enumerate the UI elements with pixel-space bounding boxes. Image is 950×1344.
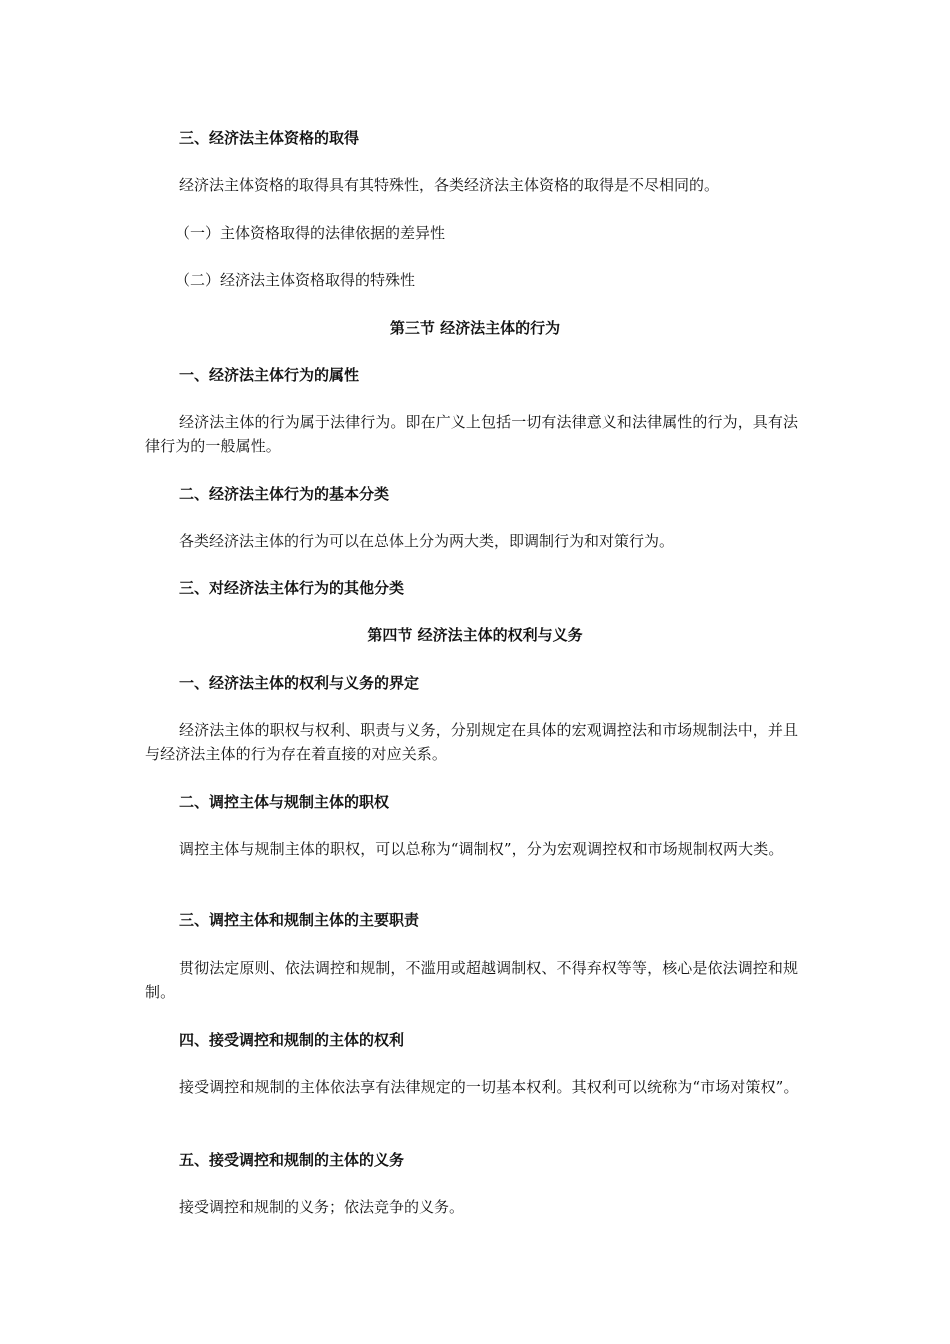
heading-main-duties: 三、调控主体和规制主体的主要职责 [179,911,420,929]
paragraph-regulator-powers: 调控主体与规制主体的职权，可以总称为“调制权”，分为宏观调控权和市场规制权两大类。 [179,840,784,858]
heading-rights-obligations-definition: 一、经济法主体的权利与义务的界定 [179,674,420,692]
section-title-third: 第三节 经济法主体的行为 [389,319,561,337]
paragraph-main-duties: 贯彻法定原则、依法调控和规制，不滥用或超越调制权、不得弃权等等，核心是依法调控和规制。 [145,959,799,1001]
paragraph-acquisition-specialty: （二）经济法主体资格取得的特殊性 [175,271,416,289]
paragraph-rights-obligations-definition: 经济法主体的职权与权利、职责与义务，分别规定在具体的宏观调控法和市场规制法中，并且与经济法主体的行为存在着直接的对应关系。 [145,721,799,763]
paragraph-behavior-attribute: 经济法主体的行为属于法律行为。即在广义上包括一切有法律意义和法律属性的行为，具有法律行为的一般属性。 [145,413,799,455]
heading-qualification-acquisition: 三、经济法主体资格的取得 [179,129,360,147]
section-title-fourth: 第四节 经济法主体的权利与义务 [367,626,583,644]
heading-other-classification: 三、对经济法主体行为的其他分类 [179,579,405,597]
paragraph-legal-basis-difference: （一）主体资格取得的法律依据的差异性 [175,224,446,242]
heading-regulated-obligations: 五、接受调控和规制的主体的义务 [179,1151,405,1169]
paragraph-qualification-specialty: 经济法主体资格的取得具有其特殊性，各类经济法主体资格的取得是不尽相同的。 [179,176,720,194]
paragraph-regulated-rights: 接受调控和规制的主体依法享有法律规定的一切基本权利。其权利可以统称为“市场对策权”。 [179,1078,799,1096]
heading-regulator-powers: 二、调控主体与规制主体的职权 [179,793,390,811]
heading-behavior-attribute: 一、经济法主体行为的属性 [179,366,360,384]
paragraph-regulated-obligations: 接受调控和规制的义务；依法竞争的义务。 [179,1198,465,1216]
paragraph-basic-classification: 各类经济法主体的行为可以在总体上分为两大类，即调制行为和对策行为。 [179,532,675,550]
heading-regulated-rights: 四、接受调控和规制的主体的权利 [179,1031,405,1049]
heading-basic-classification: 二、经济法主体行为的基本分类 [179,485,390,503]
